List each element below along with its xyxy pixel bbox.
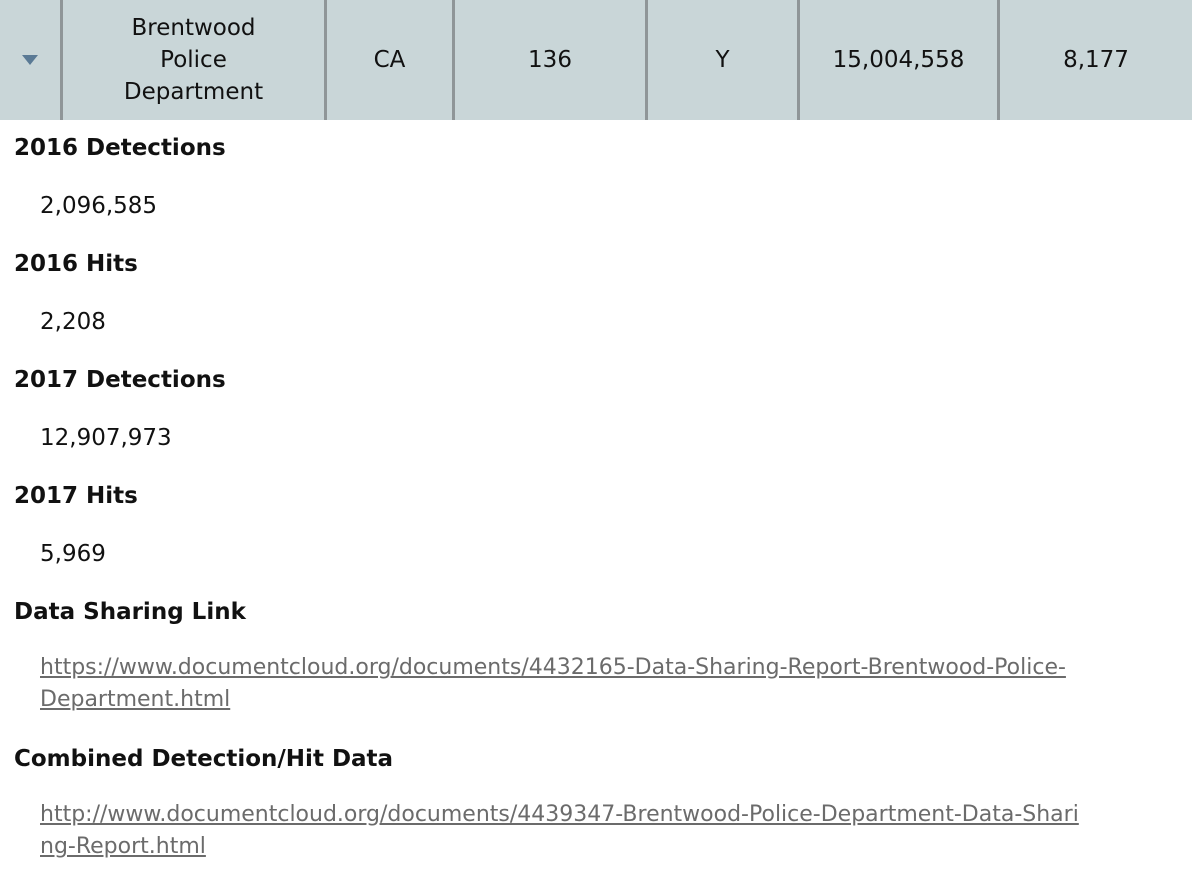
combined-data-link[interactable]: http://www.documentcloud.org/documents/4439347-Brentwood-Police-Department-Data-Sharing-Report.html bbox=[40, 802, 1079, 859]
expand-toggle[interactable] bbox=[0, 0, 63, 120]
detections-2016-label: 2016 Detections bbox=[14, 135, 226, 161]
combined-data-label: Combined Detection/Hit Data bbox=[14, 746, 394, 772]
agency-cell bbox=[63, 0, 327, 120]
data-sharing-link-wrap bbox=[14, 652, 1080, 716]
data-sharing-link-label: Data Sharing Link bbox=[14, 599, 246, 625]
hits-2016-label: 2016 Hits bbox=[14, 251, 138, 277]
hits-2016-value: 2,208 bbox=[40, 309, 106, 335]
state-value: CA bbox=[373, 47, 406, 73]
cameras-value: 136 bbox=[528, 47, 572, 73]
sharing-cell bbox=[648, 0, 800, 120]
data-sharing-link[interactable]: https://www.documentcloud.org/documents/4432165-Data-Sharing-Report-Brentwood-Police-Department.html bbox=[40, 655, 1066, 712]
detections-2016-value: 2,096,585 bbox=[40, 193, 158, 219]
caret-down-icon bbox=[22, 55, 38, 65]
hits-2017-value: 5,969 bbox=[40, 541, 106, 567]
state-cell bbox=[327, 0, 455, 120]
detections-cell bbox=[800, 0, 1000, 120]
hits-cell bbox=[1000, 0, 1192, 120]
sharing-value: Y bbox=[715, 47, 730, 73]
table-row[interactable] bbox=[0, 0, 1192, 120]
detections-2017-value: 12,907,973 bbox=[40, 425, 172, 451]
hits-value: 8,177 bbox=[1063, 47, 1129, 73]
detections-value: 15,004,558 bbox=[832, 47, 965, 73]
detections-2017-label: 2017 Detections bbox=[14, 367, 226, 393]
agency-name: Brentwood Police Department bbox=[123, 15, 264, 105]
row-details bbox=[0, 133, 1192, 863]
combined-data-link-wrap bbox=[14, 799, 1080, 863]
hits-2017-label: 2017 Hits bbox=[14, 483, 138, 509]
cameras-cell bbox=[455, 0, 648, 120]
